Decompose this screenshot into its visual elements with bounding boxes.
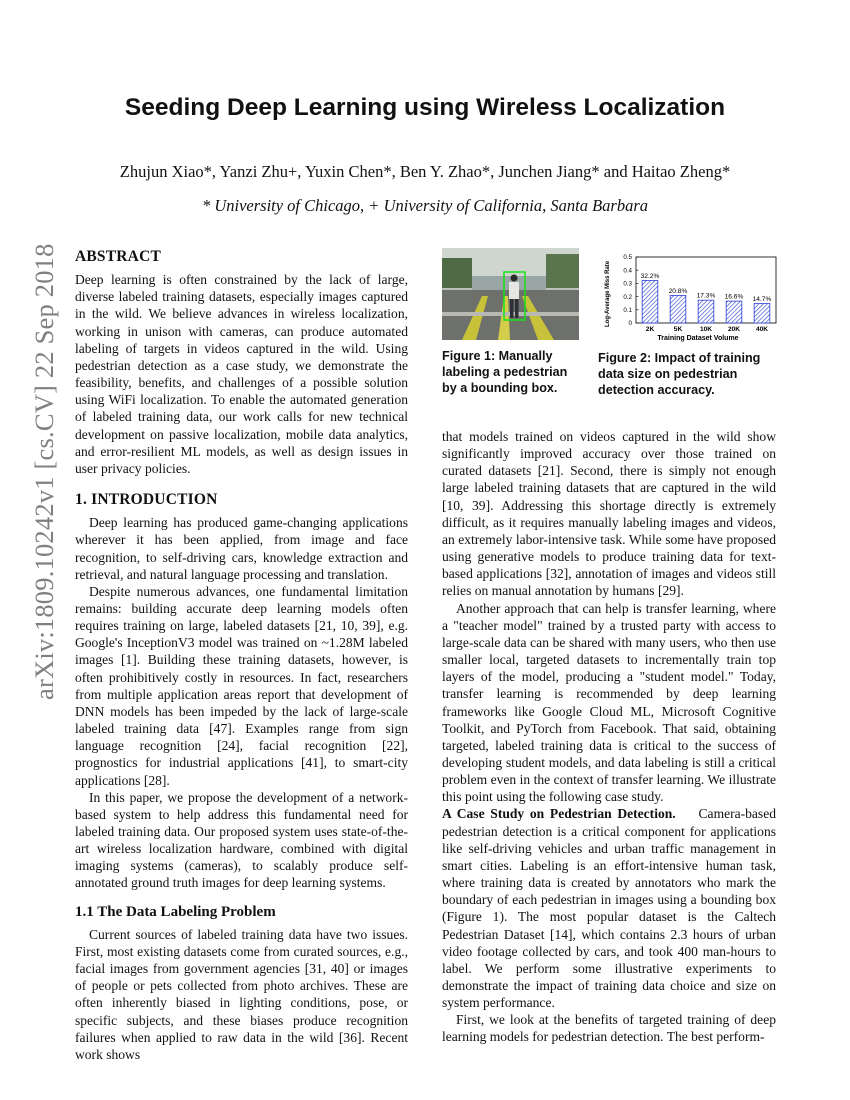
bar-10K — [698, 300, 714, 323]
case-study-text: Camera-based pedestrian detection is a critical component for applications like self-driving vehicles and urban traffic management in smart cities. Labeling is an effort-intensive human task, where training data is created by annotators who mark the boundary of each pedestrian in images using a bounding box (Figure 1). The most popular dataset is the Caltech Pedestrian Dataset [14], which contains 2.3 hours of urban video footage collected by cars, and took 400 man-hours to label. We perform some illustrative experiments to demonstrate the impact of training data choice and size on system performance. — [442, 806, 776, 1011]
street-photo — [442, 248, 579, 340]
x-tick-label-10K: 10K — [699, 326, 713, 333]
author-list: Zhujun Xiao*, Yanzi Zhu+, Yuxin Chen*, Ben Y. Zhao*, Junchen Jiang* and Haitao Zheng* — [119, 162, 731, 181]
case-study-paragraph — [442, 805, 776, 1011]
abstract-heading: ABSTRACT — [75, 248, 162, 265]
y-tick-label: 0 — [628, 320, 632, 328]
y-tick-label: 0.3 — [623, 280, 632, 288]
paper-title: Seeding Deep Learning using Wireless Localization — [124, 94, 726, 121]
bar-20K — [726, 301, 742, 323]
right-paragraph-4: First, we look at the benefits of targeted training of deep learning models for pedestrian detection. The best perform- — [442, 1012, 776, 1045]
data-label-5K: 20.8% — [668, 288, 688, 296]
bar-40K — [754, 304, 770, 323]
street-scene-illustration — [442, 248, 579, 340]
y-tick-label: 0.4 — [623, 267, 632, 275]
data-label-40K: 14.7% — [752, 296, 772, 304]
intro-paragraph-1: Deep learning has produced game-changing applications wherever it has been applied, from image and face recognition, to self-driving cars, knowledge extraction and retrieval, and natural language processing and translation. — [75, 515, 408, 582]
y-tick-label: 0.5 — [623, 254, 632, 262]
y-tick-label: 0.1 — [623, 307, 632, 314]
x-tick-label-5K: 5K — [673, 326, 683, 333]
right-paragraph-2: Another approach that can help is transfer learning, where a "teacher model" trained by a trusted party with access to large-scale data can be shared with many users, who then use smaller local, targeted datasets to incrementally train top layers of the model, producing a "student model." Today, transfer learning is recommended by deep learning frameworks like Google Cloud ML, Microsoft Cognitive Toolkit, and PyTorch from Facebook. That said, obtaining targeted, labeled training data is critical to the success of developing student models, and data labeling is still a critical problem even in the context of transfer learning. We illustrate this point using the following case study. — [442, 600, 776, 805]
left-column — [75, 248, 408, 1063]
x-tick-label-20K: 20K — [727, 326, 741, 333]
figure-1 — [442, 248, 579, 396]
affiliations: * University of Chicago, + University of California, Santa Barbara — [201, 196, 649, 215]
abstract-text: Deep learning is often constrained by the lack of large, diverse labeled training datasets, especially images captured in the wild. We believe advances in wireless localization, working in unison with cameras, can produce automated labeling of targets in videos captured in the wild. Using pedestrian detection as a case study, we demonstrate the feasibility, benefits, and challenges of a possible solution using WiFi localization. To enable the automated generation of labeled training data, our work calls for new technical development on passive localization, mobile data analytics, and error-resilient ML models, as well as design issues in user privacy policies. — [75, 272, 408, 476]
figure-2-caption: Figure 2: Impact of training data size on pedestrian detection accuracy. — [598, 351, 761, 397]
miss-rate-bar-chart — [598, 248, 778, 342]
arxiv-id: arXiv:1809.10242v1 [cs.CV] 22 Sep 2018 — [29, 243, 59, 700]
right-paragraph-1: that models trained on videos captured in the wild show significantly improved accuracy over those trained on curated datasets [21]. Second, there is simply not enough large labeled training datasets that are captured in the wild [10, 39]. Addressing this shortage directly is extremely difficult, as it requires manually labeling images and videos, an extremely labor-intensive task. While some have proposed using generative models to produce training data for text-based applications [32], annotation of images and videos still relies on manual annotation by humans [29]. — [442, 429, 776, 599]
x-tick-label-40K: 40K — [755, 326, 769, 333]
bar-2K — [642, 280, 658, 323]
subsection-heading: 1.1 The Data Labeling Problem — [75, 903, 276, 920]
data-label-10K: 17.3% — [696, 292, 716, 300]
y-axis-label: Log-Average Miss Rate — [605, 260, 611, 327]
intro-paragraph-3: In this paper, we propose the development of a network-based system to help address this fundamental need for labeled training data. Our proposed system uses state-of-the-art wireless localization hardware, combined with digital imaging systems (cameras), to scalably produce self-annotated ground truth images for deep learning systems. — [75, 789, 408, 891]
intro-heading: 1. INTRODUCTION — [75, 491, 218, 509]
subsection-paragraph-1: Current sources of labeled training data have two issues. First, most existing datasets come from curated sources, e.g., facial images from government agencies [31, 40] or images of people or pets collected from photo archives. These are often inherently biased in lighting conditions, pose, or specific subjects, and these biases produce recognition failures when applied to raw data in the wild [36]. Recent work shows — [75, 926, 408, 1062]
intro-paragraph-2: Despite numerous advances, one fundamental limitation remains: building accurate deep learning models often requires training on large, labeled datasets [21, 10, 39], e.g. Google's InceptionV3 model was trained on ~1.28M labeled images [1]. Building these training datasets, however, is often prohibitively costly in resources. In fact, researchers from multiple application areas report that development of DNN models has been impeded by the lack of large-scale labeled training data [47]. Examples range from sign language recognition [24], facial recognition [22], prognostics for industrial applications [41], to smart-city applications [28]. — [75, 583, 408, 788]
figure-1-caption: Figure 1: Manually labeling a pedestrian by a bounding box. — [442, 349, 568, 395]
x-axis-label: Training Dataset Volume — [657, 335, 739, 342]
case-study-heading: A Case Study on Pedestrian Detection. — [442, 806, 676, 822]
data-label-2K: 32.2% — [640, 272, 660, 280]
arxiv-stamp — [8, 243, 59, 700]
bar-5K — [670, 296, 686, 323]
data-label-20K: 16.6% — [724, 293, 744, 301]
y-tick-label: 0.2 — [623, 293, 632, 301]
x-tick-label-2K: 2K — [645, 326, 655, 333]
right-column — [442, 428, 776, 1046]
figure-2 — [598, 248, 778, 398]
